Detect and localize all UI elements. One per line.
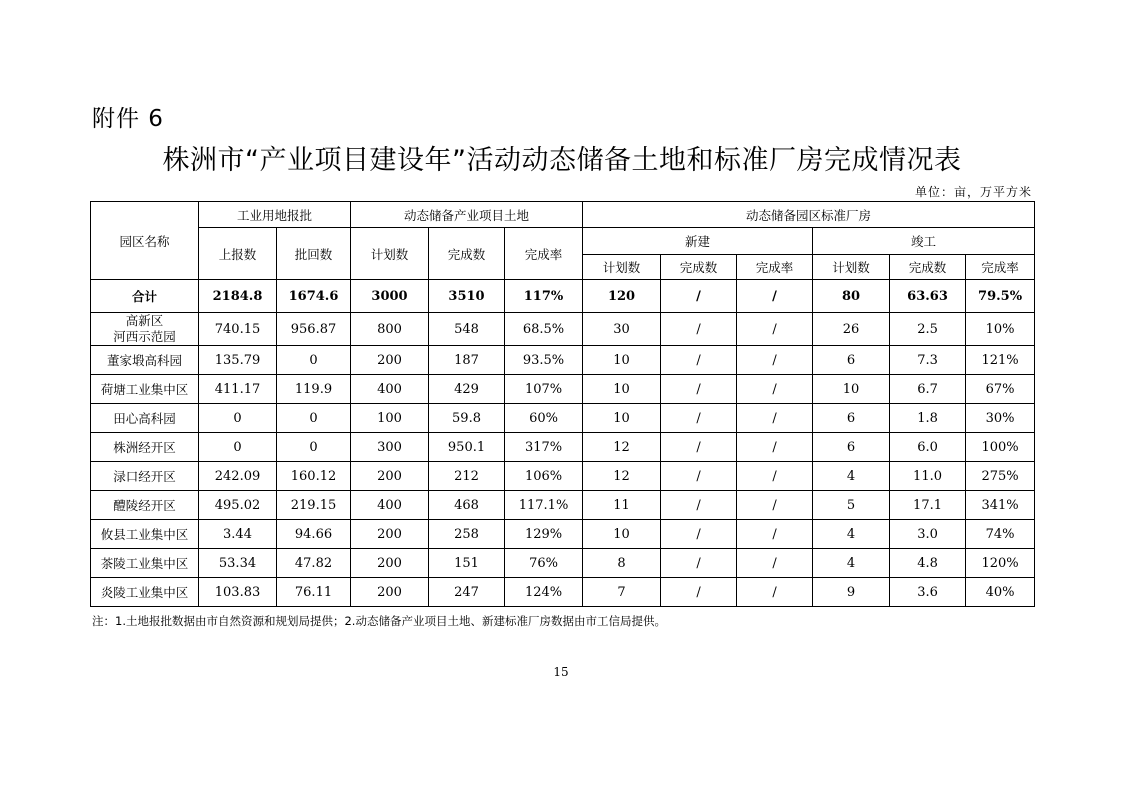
table-cell: 10	[583, 520, 661, 549]
completion-table	[90, 201, 1035, 607]
park-name: 炎陵工业集中区	[91, 578, 199, 607]
table-cell: 94.66	[277, 520, 351, 549]
table-cell: 100%	[966, 433, 1035, 462]
header-industrial-land: 工业用地报批	[199, 202, 351, 228]
table-cell: 12	[583, 462, 661, 491]
table-cell: 121%	[966, 346, 1035, 375]
table-row	[91, 433, 1035, 462]
header-approved: 批回数	[277, 228, 351, 280]
table-cell: 0	[277, 346, 351, 375]
table-cell: /	[661, 433, 737, 462]
table-cell: 76%	[505, 549, 583, 578]
header-new-build: 新建	[583, 228, 813, 255]
table-cell: 2.5	[890, 313, 966, 346]
table-cell: /	[661, 313, 737, 346]
table-cell: 258	[429, 520, 505, 549]
table-cell: 7	[583, 578, 661, 607]
header-dynamic-land: 动态储备产业项目土地	[351, 202, 583, 228]
park-name: 攸县工业集中区	[91, 520, 199, 549]
park-name-line2: 河西示范园	[113, 329, 176, 344]
park-name-line1: 高新区	[125, 313, 164, 328]
table-cell: 187	[429, 346, 505, 375]
table-cell: 242.09	[199, 462, 277, 491]
table-cell: 956.87	[277, 313, 351, 346]
header-standard-factory: 动态储备园区标准厂房	[583, 202, 1035, 228]
table-cell: 219.15	[277, 491, 351, 520]
table-cell: /	[737, 375, 813, 404]
table-cell: 400	[351, 491, 429, 520]
table-cell: 30	[583, 313, 661, 346]
table-cell: 3.0	[890, 520, 966, 549]
table-cell: 3510	[429, 280, 505, 313]
page-number: 15	[553, 665, 569, 679]
attachment-label: 附件 6	[92, 106, 164, 132]
header-row-2	[91, 228, 1035, 255]
table-row	[91, 578, 1035, 607]
table-cell: 429	[429, 375, 505, 404]
table-cell: 74%	[966, 520, 1035, 549]
table-row	[91, 491, 1035, 520]
table-cell: 317%	[505, 433, 583, 462]
table-cell: 0	[277, 404, 351, 433]
header-new-plan: 计划数	[583, 255, 661, 280]
table-cell: 5	[813, 491, 890, 520]
table-cell: 548	[429, 313, 505, 346]
table-cell: 4.8	[890, 549, 966, 578]
table-cell: 129%	[505, 520, 583, 549]
table-row	[91, 549, 1035, 578]
table-cell: 30%	[966, 404, 1035, 433]
table-cell: 468	[429, 491, 505, 520]
table-cell: /	[661, 549, 737, 578]
table-cell: 8	[583, 549, 661, 578]
table-row	[91, 520, 1035, 549]
table-cell: /	[737, 433, 813, 462]
table-cell: 9	[813, 578, 890, 607]
table-cell: /	[737, 520, 813, 549]
table-cell: 6	[813, 433, 890, 462]
header-land-rate: 完成率	[505, 228, 583, 280]
table-cell: 40%	[966, 578, 1035, 607]
unit-label: 单位：亩，万平方米	[914, 185, 1032, 199]
park-name: 株洲经开区	[91, 433, 199, 462]
table-cell: 212	[429, 462, 505, 491]
table-cell: 341%	[966, 491, 1035, 520]
table-cell: 10	[813, 375, 890, 404]
table-cell: 10	[583, 346, 661, 375]
header-new-rate: 完成率	[737, 255, 813, 280]
table-cell: /	[661, 462, 737, 491]
table-cell: 800	[351, 313, 429, 346]
header-completed-plan: 计划数	[813, 255, 890, 280]
park-name: 醴陵经开区	[91, 491, 199, 520]
page-title: 株洲市“产业项目建设年”活动动态储备土地和标准厂房完成情况表	[162, 145, 962, 176]
park-name: 茶陵工业集中区	[91, 549, 199, 578]
header-reported: 上报数	[199, 228, 277, 280]
table-cell: 59.8	[429, 404, 505, 433]
table-cell: /	[661, 520, 737, 549]
table-cell: /	[737, 462, 813, 491]
park-name: 荷塘工业集中区	[91, 375, 199, 404]
table-cell: 6.7	[890, 375, 966, 404]
table-cell: 0	[277, 433, 351, 462]
table-cell: 117.1%	[505, 491, 583, 520]
table-cell: 6	[813, 346, 890, 375]
table-cell: /	[737, 404, 813, 433]
table-cell: 3000	[351, 280, 429, 313]
table-cell: 0	[199, 404, 277, 433]
table-cell: 12	[583, 433, 661, 462]
park-name: 田心高科园	[91, 404, 199, 433]
table-cell: 6.0	[890, 433, 966, 462]
table-cell: 11	[583, 491, 661, 520]
table-row	[91, 462, 1035, 491]
table-cell: 4	[813, 520, 890, 549]
table-cell: 950.1	[429, 433, 505, 462]
table-cell: 17.1	[890, 491, 966, 520]
table-cell: 76.11	[277, 578, 351, 607]
table-cell: 60%	[505, 404, 583, 433]
footnote: 注：1.土地报批数据由市自然资源和规划局提供；2.动态储备产业项目土地、新建标准厂房数据由市工信局提供。	[92, 614, 666, 628]
table-cell: /	[661, 491, 737, 520]
table-cell: 68.5%	[505, 313, 583, 346]
table-cell: /	[737, 280, 813, 313]
table-cell: 400	[351, 375, 429, 404]
table-cell: 1674.6	[277, 280, 351, 313]
table-cell: 117%	[505, 280, 583, 313]
table-cell: 3.44	[199, 520, 277, 549]
table-cell: 119.9	[277, 375, 351, 404]
table-cell: 100	[351, 404, 429, 433]
header-land-plan: 计划数	[351, 228, 429, 280]
table-cell: 93.5%	[505, 346, 583, 375]
table-cell: /	[737, 549, 813, 578]
header-completed: 竣工	[813, 228, 1035, 255]
table-cell: 67%	[966, 375, 1035, 404]
header-new-done: 完成数	[661, 255, 737, 280]
table-cell: 10	[583, 375, 661, 404]
table-cell: 53.34	[199, 549, 277, 578]
park-name: 董家塅高科园	[91, 346, 199, 375]
table-cell: 200	[351, 578, 429, 607]
table-cell: /	[661, 280, 737, 313]
table-cell: 79.5%	[966, 280, 1035, 313]
park-name	[91, 313, 199, 346]
table-cell: 47.82	[277, 549, 351, 578]
table-cell: 6	[813, 404, 890, 433]
table-cell: 151	[429, 549, 505, 578]
table-cell: 63.63	[890, 280, 966, 313]
table-cell: 124%	[505, 578, 583, 607]
table-cell: 0	[199, 433, 277, 462]
table-cell: /	[737, 313, 813, 346]
table-cell: 26	[813, 313, 890, 346]
total-label: 合计	[91, 280, 199, 313]
table-row	[91, 313, 1035, 346]
table-cell: 3.6	[890, 578, 966, 607]
table-row	[91, 404, 1035, 433]
table-cell: 103.83	[199, 578, 277, 607]
header-completed-done: 完成数	[890, 255, 966, 280]
header-land-done: 完成数	[429, 228, 505, 280]
table-cell: /	[661, 346, 737, 375]
table-cell: 10%	[966, 313, 1035, 346]
table-cell: 740.15	[199, 313, 277, 346]
table-cell: 106%	[505, 462, 583, 491]
table-cell: 7.3	[890, 346, 966, 375]
table-cell: 200	[351, 520, 429, 549]
table-cell: 411.17	[199, 375, 277, 404]
table-cell: 2184.8	[199, 280, 277, 313]
table-cell: 10	[583, 404, 661, 433]
table-row	[91, 346, 1035, 375]
table-cell: 275%	[966, 462, 1035, 491]
table-cell: 300	[351, 433, 429, 462]
table-cell: /	[737, 491, 813, 520]
table-cell: 200	[351, 346, 429, 375]
park-name: 渌口经开区	[91, 462, 199, 491]
table-cell: /	[661, 375, 737, 404]
table-cell: 4	[813, 462, 890, 491]
table-cell: 160.12	[277, 462, 351, 491]
table-cell: /	[661, 578, 737, 607]
table-cell: 4	[813, 549, 890, 578]
table-cell: 80	[813, 280, 890, 313]
table-cell: 107%	[505, 375, 583, 404]
table-cell: 495.02	[199, 491, 277, 520]
header-row-1	[91, 202, 1035, 228]
table-cell: 1.8	[890, 404, 966, 433]
table-cell: /	[737, 578, 813, 607]
table-cell: 247	[429, 578, 505, 607]
table-cell: 120%	[966, 549, 1035, 578]
table-row	[91, 375, 1035, 404]
table-cell: 120	[583, 280, 661, 313]
table-cell: 200	[351, 462, 429, 491]
table-cell: /	[737, 346, 813, 375]
header-completed-rate: 完成率	[966, 255, 1035, 280]
total-row	[91, 280, 1035, 313]
table-cell: 11.0	[890, 462, 966, 491]
table-cell: 135.79	[199, 346, 277, 375]
header-park-name: 园区名称	[91, 202, 199, 280]
table-cell: /	[661, 404, 737, 433]
table-cell: 200	[351, 549, 429, 578]
